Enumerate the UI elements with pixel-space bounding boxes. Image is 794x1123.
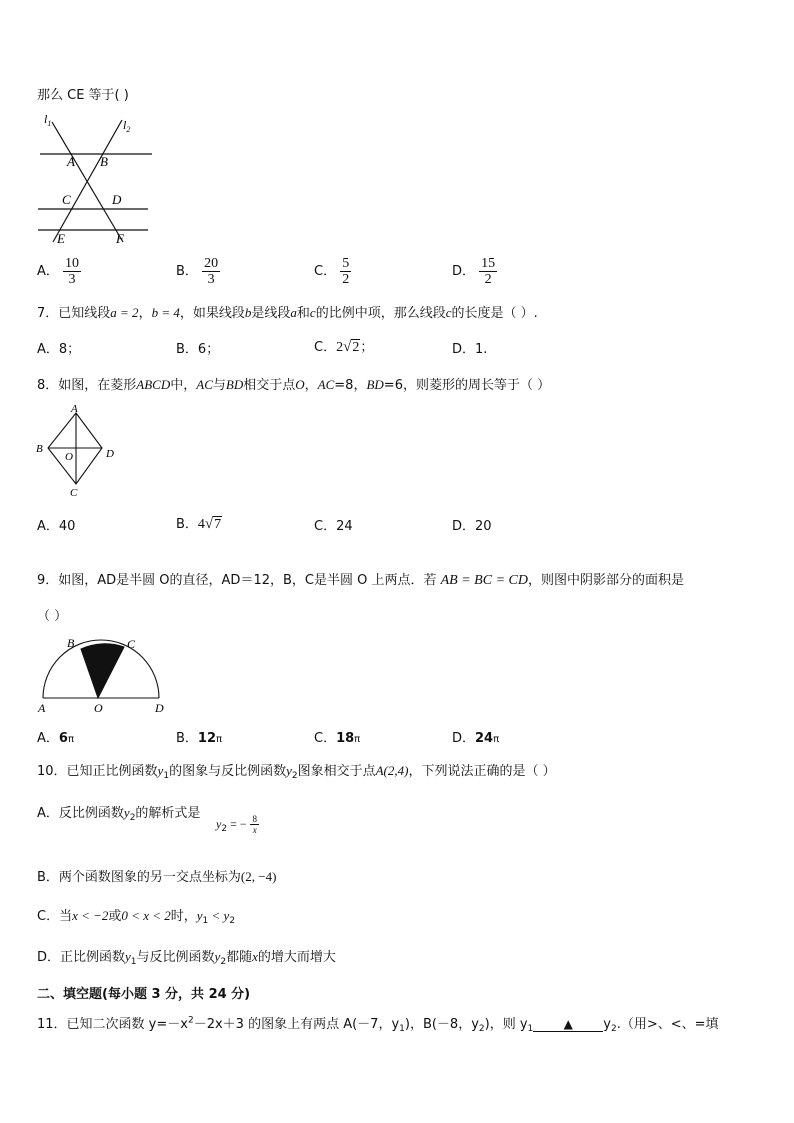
q7-option-d[interactable]: D．1. xyxy=(452,342,488,357)
q8-option-a[interactable]: A．40 xyxy=(37,519,76,534)
q9-label-O: O xyxy=(94,701,103,715)
q6-option-b[interactable] xyxy=(176,256,220,287)
q9-label-C: C xyxy=(127,637,136,651)
q8-label-C: C xyxy=(70,487,78,499)
q9-stem-line1: 9．如图，AD是半圆 O的直径，AD＝12，B，C是半圆 O 上两点．若 AB = BC = CD，则图中阴影部分的面积是 xyxy=(37,573,684,588)
q9-arcs: AB = BC = CD xyxy=(440,573,528,588)
q8-option-d[interactable]: D．20 xyxy=(452,519,492,534)
q11-stem: 11．已知二次函数 $y=-x^2-2x+3$ 的图象上有两点 A(－7，$y_1$)，B(－8，$y_2$)，则 $y_1$ ▲ $y_2$.（用>、<、=填 xyxy=(37,1015,719,1034)
q9-option-a[interactable]: A．6π xyxy=(37,731,74,746)
q8-label-O: O xyxy=(65,451,73,463)
q6-option-a-label: A． xyxy=(37,264,59,279)
q9-label-D: D xyxy=(155,701,164,715)
q6-stem-tail: 那么 CE 等于( ) xyxy=(37,88,129,103)
q6-label-l2: $l_2$ xyxy=(123,118,131,134)
q9-label-A: A xyxy=(38,701,46,715)
q6-option-a-fraction: $\frac{10}{3}$ xyxy=(65,256,80,287)
q6-label-B: B xyxy=(100,154,108,169)
q7-option-a[interactable]: A．8； xyxy=(37,342,81,357)
q6-label-C: C xyxy=(62,192,71,207)
q8-stem: 8．如图，在菱形ABCD中，AC与BD相交于点O，AC=8，BD=6，则菱形的周长等于（ ） xyxy=(37,377,551,393)
q6-label-D: D xyxy=(112,192,122,207)
q9-option-b[interactable]: B．12π xyxy=(176,731,223,746)
q9-semicircle-figure xyxy=(34,632,174,718)
q6-option-c-label: C． xyxy=(314,264,337,279)
q6-option-d[interactable] xyxy=(452,256,497,287)
q6-label-E: E xyxy=(57,231,65,246)
q6-option-b-fraction: $\frac{20}{3}$ xyxy=(204,256,219,287)
q7-option-c[interactable]: C．2√2； xyxy=(314,339,374,355)
q8-label-D: D xyxy=(106,448,114,460)
q7-option-b[interactable]: B．6； xyxy=(176,342,220,357)
q8-label-A: A xyxy=(71,403,78,415)
q9-label-B: B xyxy=(67,636,75,650)
q6-option-d-fraction: $\frac{15}{2}$ xyxy=(481,256,496,287)
section-heading-fill-in: 二、填空题(每小题 3 分，共 24 分) xyxy=(37,987,251,1002)
q11-answer-blank[interactable]: ▲ xyxy=(533,1017,603,1032)
q9-option-d[interactable]: D．24π xyxy=(452,731,500,746)
q10-option-d[interactable]: D．正比例函数$y_1$与反比例函数$y_2$都随x的增大而增大 xyxy=(37,949,336,967)
q6-option-d-label: D． xyxy=(452,264,476,279)
q8-option-b[interactable]: B．4√7 xyxy=(176,516,222,532)
q6-label-A: A xyxy=(67,154,75,169)
q10-option-c[interactable]: C．当x < −2或0 < x < 2时，$y_1 < y_2$ xyxy=(37,908,236,926)
q8-option-c[interactable]: C．24 xyxy=(314,519,353,534)
q6-label-l1: $l_1$ xyxy=(44,112,52,128)
q9-stem-line2: （ ） xyxy=(37,609,68,624)
q6-option-b-label: B． xyxy=(176,264,198,279)
q6-option-a[interactable] xyxy=(37,256,81,287)
q10-option-a[interactable]: A．反比例函数$y_2$的解析式是 xyxy=(37,805,201,823)
q6-label-F: F xyxy=(116,231,124,246)
q10-option-a-formula: $y_2$ = − $\frac{8}{x}$ xyxy=(216,814,257,835)
q8-rhombus-figure xyxy=(34,400,124,500)
q8-label-B: B xyxy=(36,443,43,455)
q10-stem: 10．已知正比例函数$y_1$的图象与反比例函数$y_2$图象相交于点A(2,4)，下列说法正确的是（ ） xyxy=(37,763,556,781)
q9-shaded-sector xyxy=(81,644,124,698)
q10-option-b[interactable]: B．两个函数图象的另一交点坐标为(2, −4) xyxy=(37,869,277,885)
q6-option-c-fraction: $\frac{5}{2}$ xyxy=(342,256,350,287)
q6-figure xyxy=(36,112,158,248)
q7-stem: 7．已知线段a = 2，b = 4，如果线段b是线段a和c的比例中项，那么线段c的长度是（ ）. xyxy=(37,305,538,321)
q9-option-c[interactable]: C．18π xyxy=(314,731,361,746)
q6-option-c[interactable] xyxy=(314,256,351,287)
